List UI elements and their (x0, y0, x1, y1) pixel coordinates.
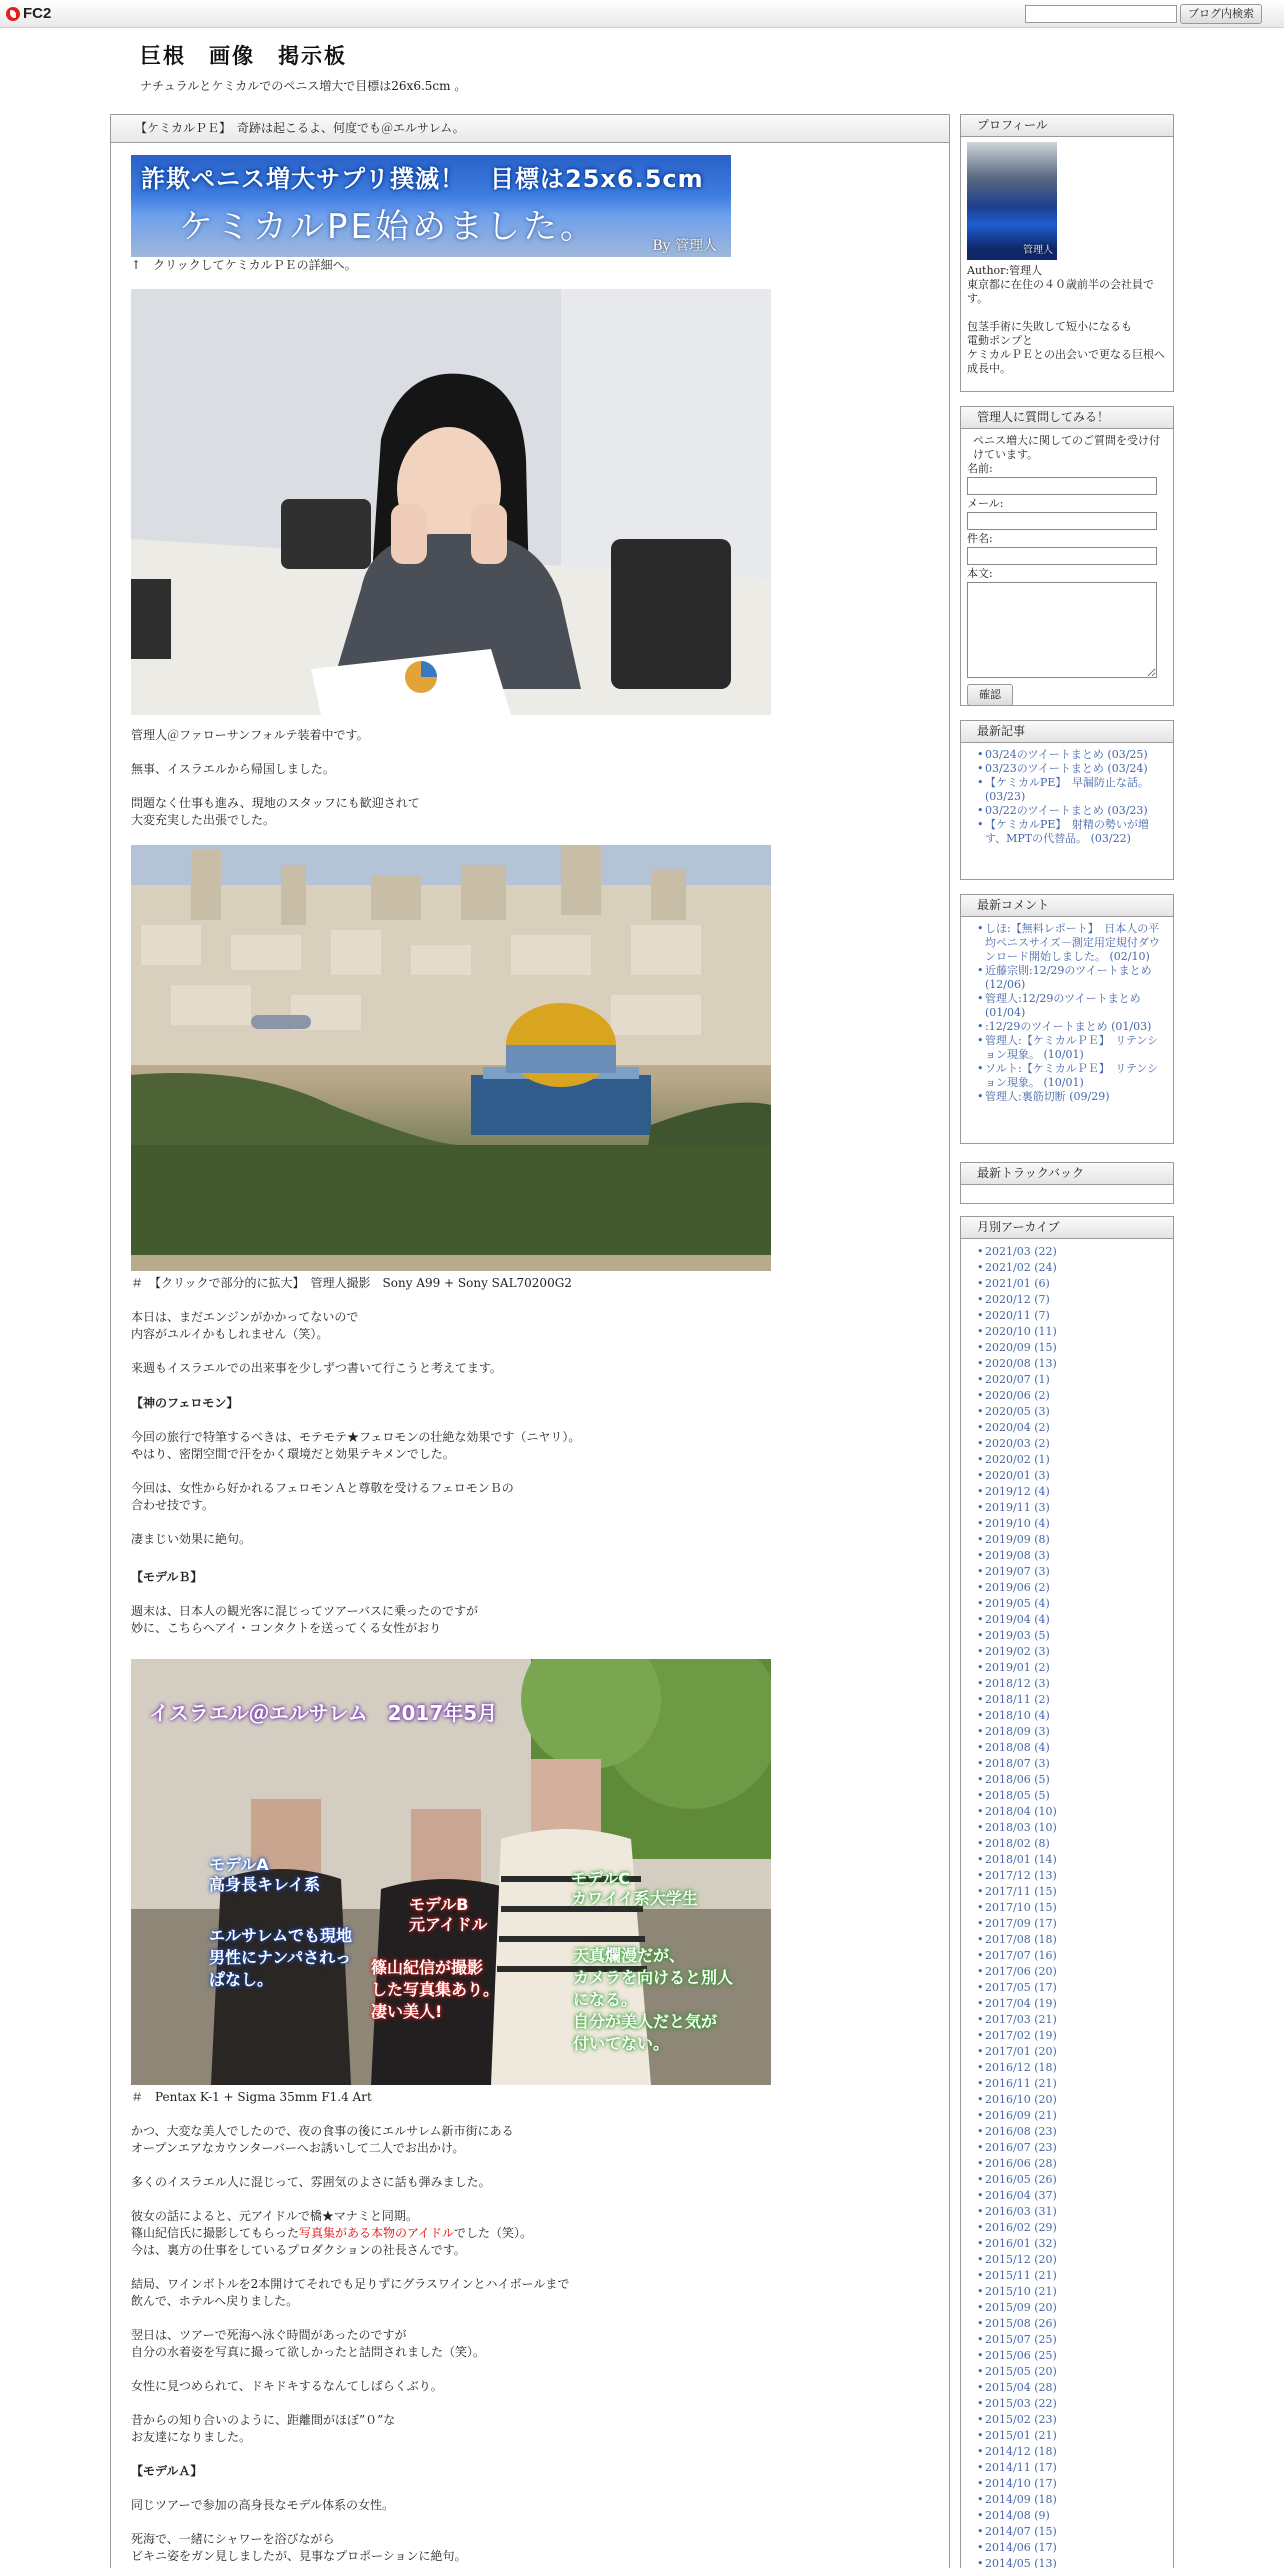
name-label: 名前: (967, 462, 993, 475)
archive-month-link[interactable]: • 2020/05 (3) (977, 1404, 1167, 1420)
text-p12b-pre: 篠山紀信氏に撮影してもらった (131, 2226, 300, 2240)
archive-month-link[interactable]: • 2018/11 (2) (977, 1692, 1167, 1708)
banner-headline: 詐欺ペニス増大サプリ撲滅！ 目標は25x6.5cm (141, 165, 704, 193)
blog-description: ナチュラルとケミカルでのペニス増大で目標は26x6.5cm 。 (140, 79, 467, 93)
text-p13a: 結局、ワインボトルを2本開けてそれでも足りずにグラスワインとハイボールまで (131, 2277, 570, 2291)
archive-month-link[interactable]: • 2020/11 (7) (977, 1308, 1167, 1324)
archive-month-link[interactable]: • 2018/04 (10) (977, 1804, 1167, 1820)
archive-month-link[interactable]: • 2015/03 (22) (977, 2396, 1167, 2412)
archive-month-link[interactable]: • 2015/11 (21) (977, 2268, 1167, 2284)
blog-title[interactable]: 巨根 画像 掲示板 (140, 44, 347, 68)
recent-entries-title: 最新記事 (961, 721, 1173, 743)
text-p12b-highlight: 写真集がある本物のアイドル (299, 2226, 454, 2240)
archive-month-link[interactable]: • 2019/01 (2) (977, 1660, 1167, 1676)
archive-month-link[interactable]: • 2015/02 (23) (977, 2412, 1167, 2428)
comment-link[interactable]: • 管理人:12/29のツイートまとめ (01/04) (977, 992, 1167, 1020)
text-p9b: 妙に、こちらへアイ・コンタクトを送ってくる女性がおり (131, 1621, 442, 1635)
recent-comments-panel (960, 894, 1174, 1144)
archive-month-link[interactable]: • 2015/08 (26) (977, 2316, 1167, 2332)
photo-businesswoman[interactable] (131, 289, 771, 715)
recent-entry-link[interactable]: • 03/23のツイートまとめ (03/24) (977, 762, 1167, 776)
contact-intro: ペニス増大に関してのご質問を受け付けています。 (973, 434, 1160, 461)
body-label: 本文: (967, 567, 993, 580)
subject-field[interactable] (967, 547, 1157, 565)
archive-month-link[interactable]: • 2017/06 (20) (977, 1964, 1167, 1980)
archive-month-link[interactable]: • 2017/12 (13) (977, 1868, 1167, 1884)
archive-month-link[interactable]: • 2019/11 (3) (977, 1500, 1167, 1516)
text-p18b: ビキニ姿をガン見しましたが、見事なプロポーションに絶句。 (131, 2549, 467, 2563)
text-p9a: 週末は、日本人の観光客に混じってツアーバスに乗ったのですが (131, 1604, 479, 1618)
archive-panel (960, 1216, 1174, 2568)
text-p12c: 今は、裏方の仕事をしているプロダクションの社長さんです。 (131, 2243, 466, 2257)
archive-month-link[interactable]: • 2018/10 (4) (977, 1708, 1167, 1724)
text-p4a: 本日は、まだエンジンがかかってないので (131, 1310, 359, 1324)
archive-month-link[interactable]: • 2016/03 (31) (977, 2204, 1167, 2220)
archive-month-link[interactable]: • 2015/07 (25) (977, 2332, 1167, 2348)
text-p16b: お友達になりました。 (131, 2430, 252, 2444)
fc2-logo-icon (6, 7, 20, 21)
archive-month-link[interactable]: • 2017/02 (19) (977, 2028, 1167, 2044)
text-p13b: 飲んで、ホテルへ戻りました。 (131, 2294, 299, 2308)
text-p16a: 昔からの知り合いのように、距離間がほぼ”０”な (131, 2413, 396, 2427)
recent-entry-link[interactable]: • 【ケミカルPE】 射精の勢いが増す、MPTの代替品。 (03/22) (977, 818, 1167, 846)
photo-businesswoman-illustration (131, 289, 771, 715)
archive-month-link[interactable]: • 2014/10 (17) (977, 2476, 1167, 2492)
archive-month-link[interactable]: • 2017/08 (18) (977, 1932, 1167, 1948)
archive-month-link[interactable]: • 2014/09 (18) (977, 2492, 1167, 2508)
archive-month-link[interactable]: • 2019/12 (4) (977, 1484, 1167, 1500)
archive-month-link[interactable]: • 2020/01 (3) (977, 1468, 1167, 1484)
photo-models-title: イスラエル＠エルサレム 2017年5月 (149, 1701, 498, 1725)
archive-month-link[interactable]: • 2018/03 (10) (977, 1820, 1167, 1836)
model-a-label: モデルA 高身長キレイ系 (209, 1855, 321, 1894)
archive-month-link[interactable]: • 2019/03 (5) (977, 1628, 1167, 1644)
trackback-title: 最新トラックバック (961, 1163, 1173, 1185)
comment-link[interactable]: • ソルト:【ケミカルＰＥ】 リテンション現象。 (10/01) (977, 1062, 1167, 1090)
archive-month-link[interactable]: • 2014/12 (18) (977, 2444, 1167, 2460)
archive-month-link[interactable]: • 2020/08 (13) (977, 1356, 1167, 1372)
profile-line (967, 306, 1167, 320)
profile-line: 成長中。 (967, 362, 1011, 375)
archive-month-link[interactable]: • 2019/07 (3) (977, 1564, 1167, 1580)
archive-month-link[interactable]: • 2014/05 (13) (977, 2556, 1167, 2568)
archive-month-link[interactable]: • 2015/04 (28) (977, 2380, 1167, 2396)
archive-title: 月別アーカイブ (961, 1217, 1173, 1239)
text-p14a: 翌日は、ツアーで死海へ泳ぐ時間があったのですが (131, 2328, 407, 2342)
text-p10b: オープンエアなカウンターバーへお誘いして二人でお出かけ。 (131, 2141, 465, 2155)
heading-model-a: 【モデルＡ】 (131, 2464, 203, 2478)
archive-month-link[interactable]: • 2017/07 (16) (977, 1948, 1167, 1964)
archive-month-link[interactable]: • 2017/10 (15) (977, 1900, 1167, 1916)
profile-author: Author:管理人 (967, 264, 1043, 277)
archive-month-link[interactable]: • 2016/02 (29) (977, 2220, 1167, 2236)
archive-month-link[interactable]: • 2020/04 (2) (977, 1420, 1167, 1436)
blog-search-button[interactable]: ブログ内検索 (1180, 4, 1262, 24)
trackback-panel (960, 1162, 1174, 1204)
archive-month-link[interactable]: • 2016/10 (20) (977, 2092, 1167, 2108)
text-p17: 同じツアーで参加の高身長なモデル体系の女性。 (131, 2498, 395, 2512)
model-b-label: モデルB 元アイドル (409, 1895, 488, 1934)
contact-panel (960, 406, 1174, 706)
archive-month-link[interactable]: • 2015/05 (20) (977, 2364, 1167, 2380)
archive-month-link[interactable]: • 2019/08 (3) (977, 1548, 1167, 1564)
text-p8-highlight: 凄まじい効果に絶句。 (131, 1532, 252, 1546)
archive-month-link[interactable]: • 2017/09 (17) (977, 1916, 1167, 1932)
archive-month-link[interactable]: • 2015/01 (21) (977, 2428, 1167, 2444)
archive-month-link[interactable]: • 2019/10 (4) (977, 1516, 1167, 1532)
text-p10a: かつ、大変な美人でしたので、夜の食事の後にエルサレム新市街にある (131, 2124, 514, 2138)
comment-link[interactable]: • 管理人:裏筋切断 (09/29) (977, 1090, 1167, 1104)
archive-month-link[interactable]: • 2020/09 (15) (977, 1340, 1167, 1356)
archive-month-link[interactable]: • 2021/03 (22) (977, 1244, 1167, 1260)
archive-month-link[interactable]: • 2018/07 (3) (977, 1756, 1167, 1772)
archive-month-link[interactable]: • 2018/05 (5) (977, 1788, 1167, 1804)
profile-line: 東京都に在住の４０歳前半の会社員です。 (967, 278, 1154, 305)
archive-month-link[interactable]: • 2014/11 (17) (977, 2460, 1167, 2476)
archive-month-link[interactable]: • 2020/03 (2) (977, 1436, 1167, 1452)
archive-month-link[interactable]: • 2016/05 (26) (977, 2172, 1167, 2188)
archive-month-link[interactable]: • 2021/02 (24) (977, 1260, 1167, 1276)
archive-month-link[interactable]: • 2017/05 (17) (977, 1980, 1167, 1996)
archive-month-link[interactable]: • 2019/06 (2) (977, 1580, 1167, 1596)
archive-month-link[interactable]: • 2016/04 (37) (977, 2188, 1167, 2204)
profile-line: 電動ポンプと (967, 334, 1033, 347)
model-c-note: 天真爛漫だが、 カメラを向けると別人 になる。 自分が美人だと気が 付いてない。 (573, 1946, 734, 2053)
archive-month-link[interactable]: • 2020/10 (11) (977, 1324, 1167, 1340)
archive-month-link[interactable]: • 2020/02 (1) (977, 1452, 1167, 1468)
archive-month-link[interactable]: • 2019/05 (4) (977, 1596, 1167, 1612)
banner-caption: ↑ クリックしてケミカルＰＥの詳細へ。 (131, 258, 357, 272)
recent-comments-title: 最新コメント (961, 895, 1173, 917)
mail-label: メール: (967, 497, 1004, 510)
name-field[interactable] (967, 477, 1157, 495)
heading-model-b: 【モデルＢ】 (131, 1570, 203, 1584)
archive-month-link[interactable]: • 2019/09 (8) (977, 1532, 1167, 1548)
profile-panel (960, 114, 1174, 392)
text-p12a: 彼女の話によると、元アイドルで橋★マナミと同期。 (131, 2209, 418, 2223)
recent-entry-link[interactable]: • 03/22のツイートまとめ (03/23) (977, 804, 1167, 818)
text-p7b: 合わせ技です。 (131, 1498, 215, 1512)
photo-models[interactable] (131, 1659, 771, 2085)
comment-link[interactable]: • しほ:【無料レポート】 日本人の平均ペニスサイズ－測定用定規付ダウンロード開始しました。 (02/10) (977, 922, 1167, 964)
comment-link[interactable]: • 近藤宗則:12/29のツイートまとめ (12/06) (977, 964, 1167, 992)
comment-link[interactable]: • :12/29のツイートまとめ (01/03) (977, 1020, 1167, 1034)
model-a-note: エルサレムでも現地 男性にナンパされっ ぱなし。 (209, 1926, 353, 1989)
archive-month-link[interactable]: • 2017/03 (21) (977, 2012, 1167, 2028)
confirm-button[interactable]: 確認 (967, 684, 1013, 706)
chemical-pe-banner[interactable] (131, 155, 731, 257)
banner-title: ケミカルPE始めました。 (179, 207, 597, 247)
blog-search-input[interactable] (1025, 5, 1177, 23)
archive-month-link[interactable]: • 2015/10 (21) (977, 2284, 1167, 2300)
contact-title: 管理人に質問してみる！ (961, 407, 1173, 429)
archive-month-link[interactable]: • 2016/11 (21) (977, 2076, 1167, 2092)
model-c-label: モデルC カワイイ系大学生 (571, 1869, 698, 1908)
archive-month-link[interactable]: • 2019/04 (4) (977, 1612, 1167, 1628)
archive-month-link[interactable]: • 2018/06 (5) (977, 1772, 1167, 1788)
comment-link[interactable]: • 管理人:【ケミカルＰＥ】 リテンション現象。 (10/01) (977, 1034, 1167, 1062)
archive-month-link[interactable]: • 2019/02 (3) (977, 1644, 1167, 1660)
message-textarea[interactable] (967, 582, 1157, 678)
subject-label: 件名: (967, 532, 993, 545)
text-p2: 無事、イスラエルから帰国しました。 (131, 762, 335, 776)
archive-month-link[interactable]: • 2020/06 (2) (977, 1388, 1167, 1404)
archive-month-link[interactable]: • 2018/01 (14) (977, 1852, 1167, 1868)
archive-month-link[interactable]: • 2017/01 (20) (977, 2044, 1167, 2060)
text-p3b: 大変充実した出張でした。 (131, 813, 276, 827)
recent-entry-link[interactable]: • 03/24のツイートまとめ (03/25) (977, 748, 1167, 762)
archive-month-link[interactable]: • 2017/11 (15) (977, 1884, 1167, 1900)
archive-month-link[interactable]: • 2016/09 (21) (977, 2108, 1167, 2124)
photo-jerusalem-caption: ＃ 【クリックで部分的に拡大】 管理人撮影 Sony A99 + Sony SAL70200G2 (131, 1276, 572, 1290)
profile-line: 包茎手術に失敗して短小になるも (967, 320, 1132, 333)
photo-jerusalem-illustration (131, 845, 771, 1271)
text-p11: 多くのイスラエル人に混じって、雰囲気のよさに話も弾みました。 (131, 2175, 491, 2189)
text-p12b (131, 2225, 532, 2242)
email-field[interactable] (967, 512, 1157, 530)
archive-month-link[interactable]: • 2021/01 (6) (977, 1276, 1167, 1292)
archive-month-link[interactable]: • 2020/12 (7) (977, 1292, 1167, 1308)
archive-month-link[interactable]: • 2018/08 (4) (977, 1740, 1167, 1756)
banner-byline: By 管理人 (652, 238, 717, 254)
recent-entries-panel (960, 720, 1174, 880)
text-p14b: 自分の水着姿を写真に撮って欲しかったと詰問されました（笑）。 (131, 2345, 486, 2359)
text-p3a: 問題なく仕事も進み、現地のスタッフにも歓迎されて (131, 796, 420, 810)
archive-month-link[interactable]: • 2018/09 (3) (977, 1724, 1167, 1740)
archive-month-link[interactable]: • 2015/12 (20) (977, 2252, 1167, 2268)
heading-pheromone: 【神のフェロモン】 (131, 1396, 239, 1410)
text-p1: 管理人＠ファローサンフォルテ装着中です。 (131, 728, 369, 742)
fc2-logo[interactable]: FC2 (6, 5, 51, 22)
archive-month-link[interactable]: • 2016/01 (32) (977, 2236, 1167, 2252)
avatar (967, 142, 1057, 260)
text-p18a: 死海で、一緒にシャワーを浴びながら (131, 2532, 335, 2546)
model-b-note: 篠山紀信が撮影 した写真集あり。 凄い美人! (371, 1958, 500, 2021)
entry-title[interactable]: 【ケミカルＰＥ】 奇跡は起こるよ、何度でも＠エルサレム。 (111, 115, 949, 143)
archive-list (967, 1244, 1167, 2568)
archive-month-link[interactable]: • 2016/12 (18) (977, 2060, 1167, 2076)
archive-month-link[interactable]: • 2014/08 (9) (977, 2508, 1167, 2524)
archive-month-link[interactable]: • 2015/06 (25) (977, 2348, 1167, 2364)
archive-month-link[interactable]: • 2015/09 (20) (977, 2300, 1167, 2316)
archive-month-link[interactable]: • 2018/12 (3) (977, 1676, 1167, 1692)
archive-month-link[interactable]: • 2018/02 (8) (977, 1836, 1167, 1852)
profile-title: プロフィール (961, 115, 1173, 137)
archive-month-link[interactable]: • 2016/07 (23) (977, 2140, 1167, 2156)
entry (110, 114, 950, 2568)
photo-models-caption: ＃ Pentax K-1 + Sigma 35mm F1.4 Art (131, 2090, 372, 2104)
archive-month-link[interactable]: • 2014/06 (17) (977, 2540, 1167, 2556)
archive-month-link[interactable]: • 2016/08 (23) (977, 2124, 1167, 2140)
photo-jerusalem[interactable] (131, 845, 771, 1271)
archive-month-link[interactable]: • 2016/06 (28) (977, 2156, 1167, 2172)
text-p7a: 今回は、女性から好かれるフェロモンＡと尊敬を受けるフェロモンＢの (131, 1481, 514, 1495)
text-p6b: やはり、密閉空間で汗をかく環境だと効果テキメンでした。 (131, 1447, 455, 1461)
profile-line: ケミカルＰＥとの出会いで更なる巨根へ (967, 348, 1165, 361)
archive-month-link[interactable]: • 2014/07 (15) (977, 2524, 1167, 2540)
recent-entry-link[interactable]: • 【ケミカルPE】 早漏防止な話。 (03/23) (977, 776, 1167, 804)
text-p5: 来週もイスラエルでの出来事を少しずつ書いて行こうと考えてます。 (131, 1361, 502, 1375)
text-p6a: 今回の旅行で特筆するべきは、モテモテ★フェロモンの壮絶な効果です（ニヤリ）。 (131, 1430, 581, 1444)
archive-month-link[interactable]: • 2020/07 (1) (977, 1372, 1167, 1388)
text-p4b: 内容がユルイかもしれません（笑）。 (131, 1327, 329, 1341)
avatar-caption: 管理人 (1023, 245, 1053, 256)
fc2-toolbar (0, 0, 1284, 28)
text-p12b-post: でした（笑）。 (453, 2226, 532, 2240)
text-p15: 女性に見つめられて、ドキドキするなんてしばらくぶり。 (131, 2379, 443, 2393)
archive-month-link[interactable]: • 2017/04 (19) (977, 1996, 1167, 2012)
